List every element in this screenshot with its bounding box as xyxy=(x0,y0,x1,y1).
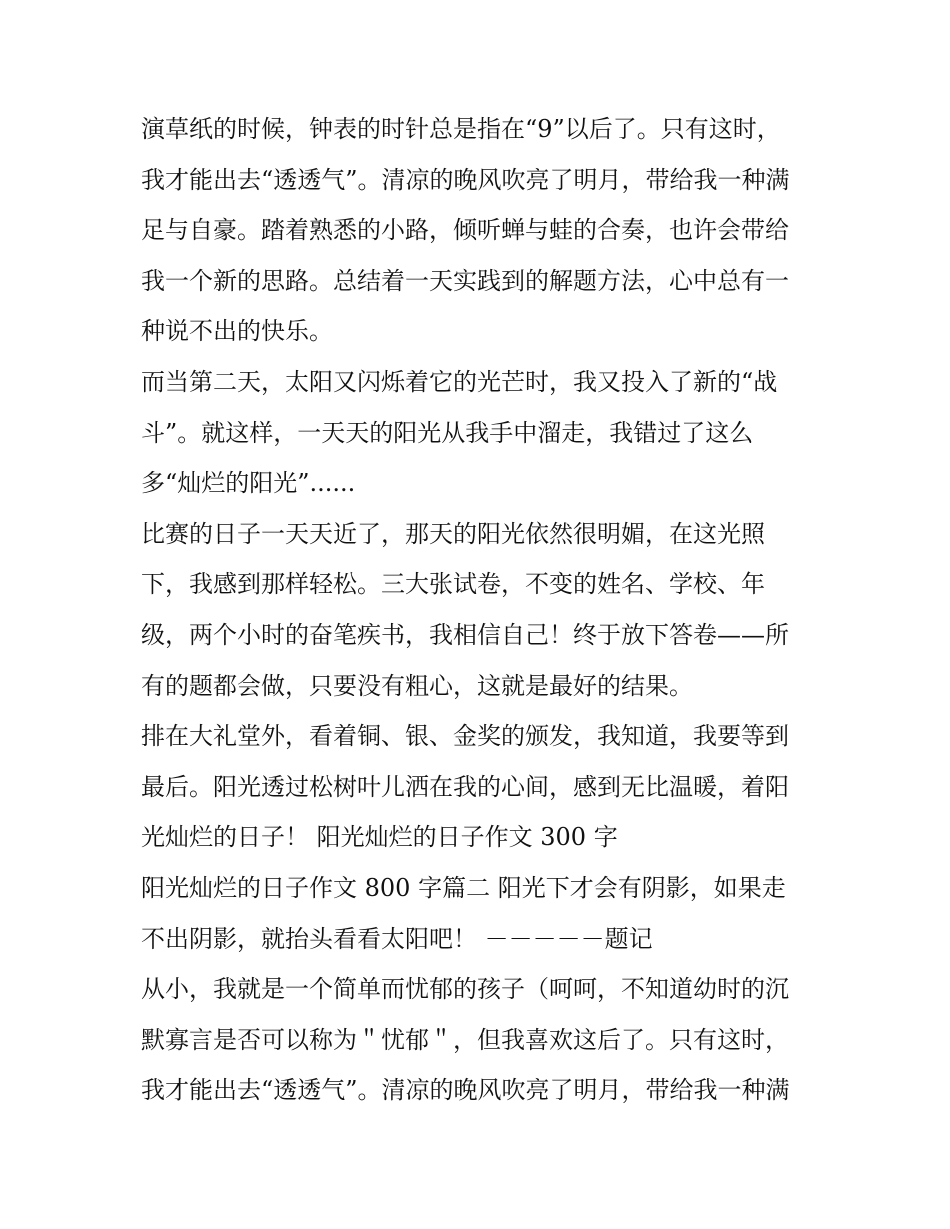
text-line: 最后。阳光透过松树叶儿洒在我的心间，感到无比温暖，着阳 xyxy=(141,772,789,801)
text-line: 级，两个小时的奋笔疾书，我相信自己！终于放下答卷——所 xyxy=(141,620,789,649)
text-line: 阳光灿烂的日子作文 800 字篇二 阳光下才会有阴影，如果走 xyxy=(141,873,786,902)
text-line: 默寡言是否可以称为＂忧郁＂，但我喜欢这后了。只有这时， xyxy=(141,1025,789,1054)
text-line: 排在大礼堂外，看着铜、银、金奖的颁发，我知道，我要等到 xyxy=(141,722,789,751)
text-line: 而当第二天，太阳又闪烁着它的光芒时，我又投入了新的“战 xyxy=(141,367,778,396)
document-body xyxy=(141,104,831,1116)
text-line: 从小，我就是一个简单而忧郁的孩子（呵呵，不知道幼时的沉 xyxy=(141,975,789,1004)
text-line: 下，我感到那样轻松。三大张试卷，不变的姓名、学校、年 xyxy=(141,570,765,599)
text-line: 比赛的日子一天天近了，那天的阳光依然很明媚，在这光照 xyxy=(141,519,765,548)
text-line: 我才能出去“透透气”。清凉的晚风吹亮了明月，带给我一种满 xyxy=(141,165,790,194)
text-line: 种说不出的快乐。 xyxy=(141,317,333,346)
text-line: 光灿烂的日子！ 阳光灿烂的日子作文 300 字 xyxy=(141,823,618,852)
text-line: 足与自豪。踏着熟悉的小路，倾听蝉与蛙的合奏，也许会带给 xyxy=(141,216,789,245)
text-line: 斗”。就这样，一天天的阳光从我手中溜走，我错过了这么 xyxy=(141,418,754,447)
text-line: 有的题都会做，只要没有粗心，这就是最好的结果。 xyxy=(141,671,693,700)
text-line: 我一个新的思路。总结着一天实践到的解题方法，心中总有一 xyxy=(141,266,789,295)
text-line: 多“灿烂的阳光”...... xyxy=(141,469,356,498)
text-line: 不出阴影，就抬头看看太阳吧！ －－－－－题记 xyxy=(141,924,653,953)
text-line: 演草纸的时候，钟表的时针总是指在“9”以后了。只有这时， xyxy=(141,115,781,143)
text-line: 我才能出去“透透气”。清凉的晚风吹亮了明月，带给我一种满 xyxy=(141,1076,790,1105)
